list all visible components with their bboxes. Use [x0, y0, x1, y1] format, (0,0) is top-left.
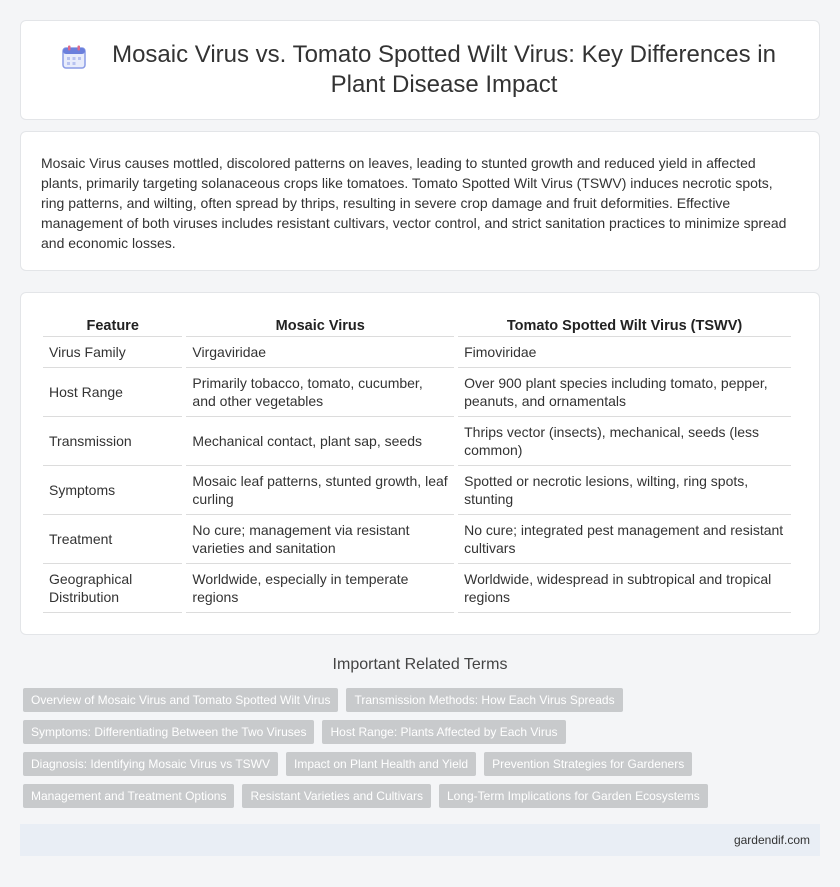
tag-row — [23, 752, 820, 776]
calendar-icon — [61, 44, 87, 70]
related-tag[interactable]: Host Range: Plants Affected by Each Virus — [322, 720, 565, 744]
comparison-table-card — [20, 292, 820, 635]
table-header-row — [43, 315, 791, 337]
footer-site-link[interactable]: gardendif.com — [733, 833, 810, 847]
header-tswv: Tomato Spotted Wilt Virus (TSWV) — [458, 315, 791, 337]
related-terms-section — [20, 655, 820, 816]
row-feature: Host Range — [43, 368, 182, 417]
related-tag[interactable]: Symptoms: Differentiating Between the Two Viruses — [23, 720, 314, 744]
footer — [20, 824, 820, 856]
row-feature: Transmission — [43, 417, 182, 466]
header-mosaic-virus: Mosaic Virus — [186, 315, 454, 337]
row-tswv-value: Spotted or necrotic lesions, wilting, ring spots, stunting — [458, 466, 791, 515]
tag-row — [23, 688, 820, 712]
row-feature: Treatment — [43, 515, 182, 564]
row-tswv-value: Worldwide, widespread in subtropical and tropical regions — [458, 564, 791, 613]
tag-row — [23, 784, 820, 808]
title-wrap — [61, 40, 779, 100]
row-tswv-value: Fimoviridae — [458, 337, 791, 368]
page-title: Mosaic Virus vs. Tomato Spotted Wilt Virus: Key Differences in Plant Disease Impact — [112, 41, 776, 98]
related-tag[interactable]: Transmission Methods: How Each Virus Spreads — [346, 688, 622, 712]
related-tag[interactable]: Overview of Mosaic Virus and Tomato Spotted Wilt Virus — [23, 688, 338, 712]
row-mosaic-value: No cure; management via resistant varieties and sanitation — [186, 515, 454, 564]
summary-text: Mosaic Virus causes mottled, discolored patterns on leaves, leading to stunted growth and reduced yield in affected plants, primarily targeting solanaceous crops like tomatoes. Tomato Spotted Wilt Virus (TSWV) induces necrotic spots, ring patterns, and wilting, often spread by thrips, resulting in severe crop damage and fruit deformities. Effective management of both viruses includes resistant cultivars, vector control, and strict sanitation practices to minimize spread and economic losses. — [41, 155, 787, 251]
title-card — [20, 20, 820, 120]
row-mosaic-value: Virgaviridae — [186, 337, 454, 368]
related-tag[interactable]: Impact on Plant Health and Yield — [286, 752, 476, 776]
related-tag[interactable]: Diagnosis: Identifying Mosaic Virus vs TSWV — [23, 752, 278, 776]
header-feature: Feature — [43, 315, 182, 337]
table-row — [43, 417, 791, 466]
related-tag[interactable]: Resistant Varieties and Cultivars — [242, 784, 431, 808]
row-tswv-value: Over 900 plant species including tomato, pepper, peanuts, and ornamentals — [458, 368, 791, 417]
related-terms-title: Important Related Terms — [332, 656, 508, 673]
table-row — [43, 368, 791, 417]
table-row — [43, 337, 791, 368]
row-tswv-value: No cure; integrated pest management and resistant cultivars — [458, 515, 791, 564]
related-tag[interactable]: Long-Term Implications for Garden Ecosystems — [439, 784, 708, 808]
row-mosaic-value: Mechanical contact, plant sap, seeds — [186, 417, 454, 466]
summary-card — [20, 131, 820, 271]
row-mosaic-value: Worldwide, especially in temperate regions — [186, 564, 454, 613]
table-row — [43, 564, 791, 613]
row-feature: Geographical Distribution — [43, 564, 182, 613]
row-tswv-value: Thrips vector (insects), mechanical, seeds (less common) — [458, 417, 791, 466]
comparison-table — [39, 315, 795, 613]
related-tag[interactable]: Prevention Strategies for Gardeners — [484, 752, 692, 776]
row-mosaic-value: Mosaic leaf patterns, stunted growth, leaf curling — [186, 466, 454, 515]
row-feature: Symptoms — [43, 466, 182, 515]
tag-row — [23, 720, 820, 744]
related-tag[interactable]: Management and Treatment Options — [23, 784, 234, 808]
row-feature: Virus Family — [43, 337, 182, 368]
row-mosaic-value: Primarily tobacco, tomato, cucumber, and other vegetables — [186, 368, 454, 417]
table-row — [43, 466, 791, 515]
table-row — [43, 515, 791, 564]
related-tags — [20, 688, 820, 808]
